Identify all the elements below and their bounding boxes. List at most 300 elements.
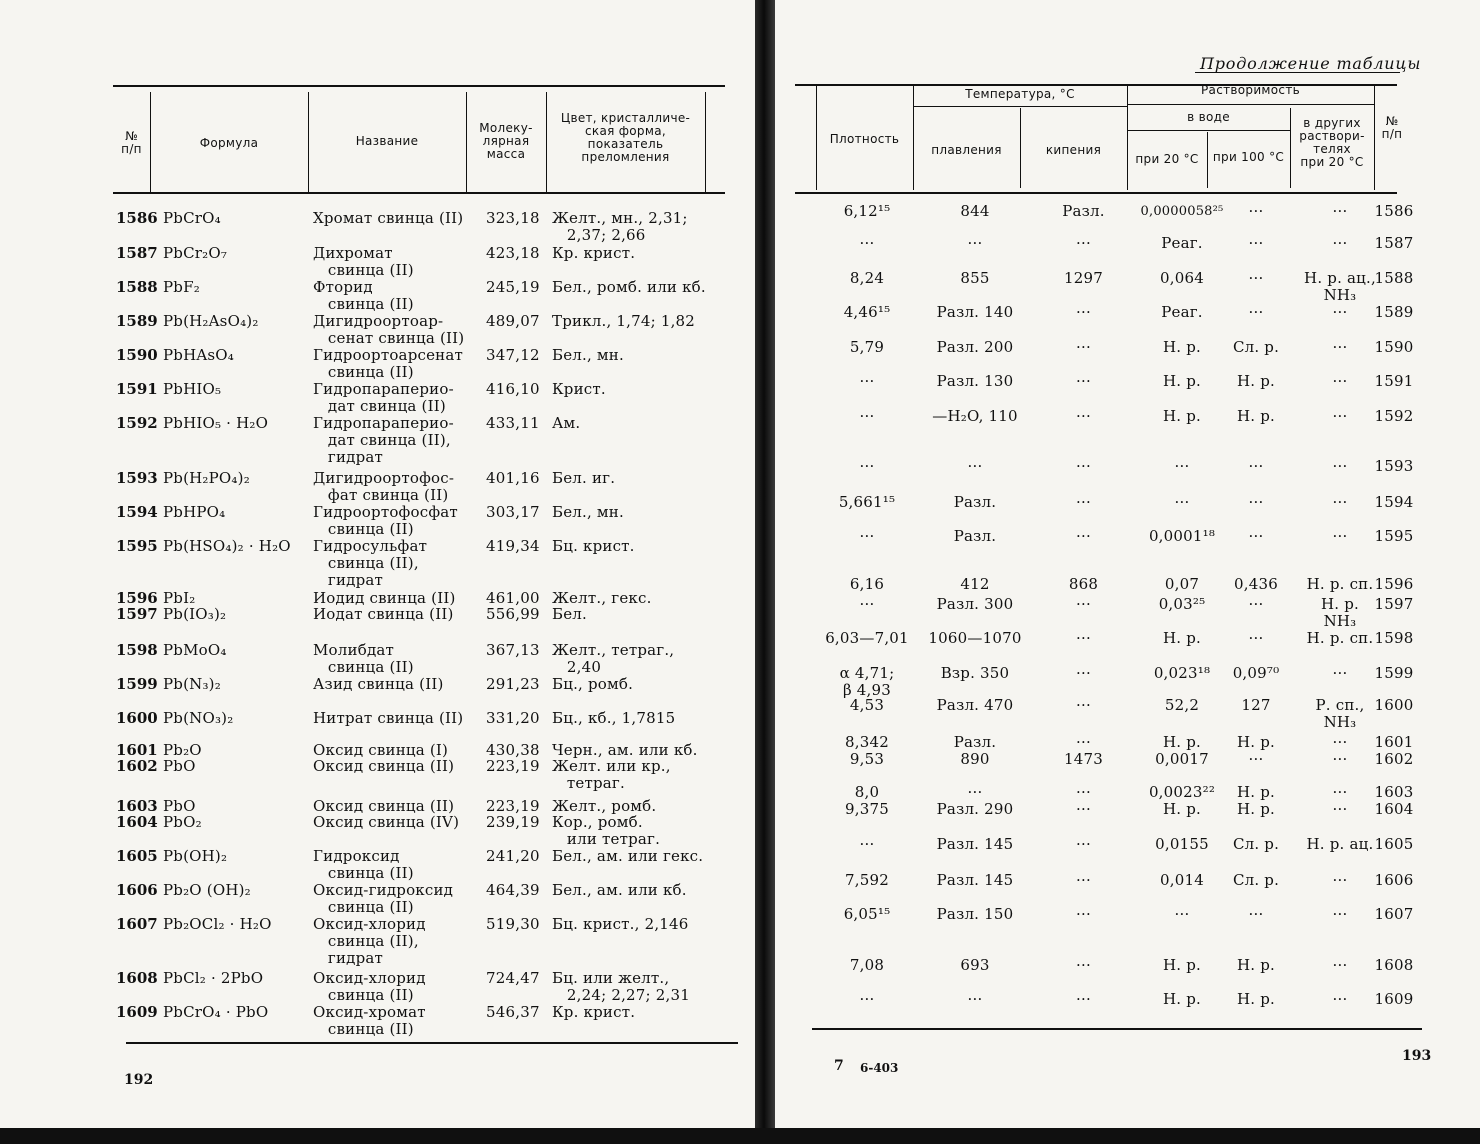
right-row-melting: ···: [967, 783, 983, 801]
right-row-number: 1596: [1374, 575, 1414, 593]
left-row-color: Бел., ам. или кб.: [552, 881, 687, 899]
left-row-number: 1607: [116, 915, 158, 933]
right-row-number: 1601: [1374, 733, 1414, 751]
right-row-melting: Разл.: [953, 733, 997, 751]
right-header-number: № п/п: [1381, 114, 1403, 141]
right-row-other-solvents: Н. р. сп.: [1306, 629, 1374, 647]
left-row-number: 1586: [116, 209, 158, 227]
left-row-name: Оксид свинца (II): [313, 757, 455, 775]
right-row-other-solvents: ···: [1332, 905, 1348, 923]
left-row-formula: Pb(NO₃)₂: [163, 709, 234, 727]
right-row-water-100: Сл. р.: [1232, 871, 1280, 889]
left-header-name: Название: [355, 134, 419, 148]
left-row-mass: 546,37: [486, 1003, 540, 1021]
right-row-other-solvents: ···: [1332, 871, 1348, 889]
right-row-other-solvents: ···: [1332, 733, 1348, 751]
right-row-number: 1603: [1374, 783, 1414, 801]
left-row-number: 1589: [116, 312, 158, 330]
left-row-name: Оксид-хлорид свинца (II), гидрат: [313, 915, 426, 967]
right-row-melting: Разл. 150: [936, 905, 1014, 923]
left-row-color: Кор., ромб. или тетраг.: [552, 813, 661, 848]
left-row-number: 1592: [116, 414, 158, 432]
right-row-boiling: ···: [1076, 629, 1091, 647]
right-row-other-solvents: Н. р. NH₃: [1321, 595, 1359, 630]
right-row-water-100: Н. р.: [1237, 733, 1275, 751]
left-row-mass: 423,18: [486, 244, 540, 262]
right-row-water-20: Реаг.: [1161, 234, 1203, 252]
left-row-name: Молибдат свинца (II): [313, 641, 414, 676]
right-row-number: 1602: [1374, 750, 1414, 768]
left-row-formula: Pb(N₃)₂: [163, 675, 221, 693]
right-row-density: ···: [859, 990, 875, 1008]
left-row-name: Гидропараперио- дат свинца (II), гидрат: [313, 414, 454, 466]
right-row-density: 8,342: [845, 733, 889, 751]
left-row-number: 1599: [116, 675, 158, 693]
right-row-density: ···: [859, 595, 875, 613]
left-table-header-rule: [113, 192, 725, 194]
right-row-water-20: Реаг.: [1161, 303, 1203, 321]
left-row-formula: Pb(OH)₂: [163, 847, 228, 865]
left-row-name: Гидроортоарсенат свинца (II): [313, 346, 464, 381]
left-row-mass: 430,38: [486, 741, 540, 759]
left-row-number: 1601: [116, 741, 158, 759]
left-row-mass: 223,19: [486, 797, 540, 815]
left-row-name: Гидроортофосфат свинца (II): [313, 503, 458, 538]
right-row-melting: Взр. 350: [940, 664, 1010, 682]
right-row-water-20: 0,0155: [1155, 835, 1209, 853]
left-row-color: Бел., мн.: [552, 503, 624, 521]
left-row-mass: 241,20: [486, 847, 540, 865]
right-row-other-solvents: ···: [1332, 234, 1348, 252]
left-row-number: 1587: [116, 244, 158, 262]
left-table-top-rule: [113, 85, 725, 87]
right-row-water-100: Н. р.: [1237, 990, 1275, 1008]
right-row-boiling: ···: [1076, 338, 1091, 356]
right-row-number: 1606: [1374, 871, 1414, 889]
right-row-boiling: 1297: [1064, 269, 1103, 287]
left-row-formula: PbHAsO₄: [163, 346, 235, 364]
right-row-other-solvents: ···: [1332, 493, 1348, 511]
right-row-melting: 890: [960, 750, 990, 768]
left-row-mass: 724,47: [486, 969, 540, 987]
left-row-mass: 291,23: [486, 675, 540, 693]
right-row-melting: Разл. 200: [936, 338, 1014, 356]
right-row-other-solvents: Н. р. ац., NH₃: [1304, 269, 1376, 304]
right-row-melting: Разл. 140: [936, 303, 1014, 321]
right-row-melting: —H₂O, 110: [932, 407, 1018, 425]
left-row-mass: 323,18: [486, 209, 540, 227]
left-header-formula: Формула: [199, 136, 259, 150]
left-row-number: 1591: [116, 380, 158, 398]
right-row-water-100: Сл. р.: [1232, 338, 1280, 356]
right-header-other-solvents: в других раствори- телях при 20 °С: [1299, 116, 1365, 169]
left-row-name: Иодид свинца (II): [313, 589, 456, 607]
left-row-color: Желт., тетраг., 2,40: [552, 641, 675, 676]
left-row-color: Трикл., 1,74; 1,82: [552, 312, 696, 330]
left-row-number: 1593: [116, 469, 158, 487]
right-row-density: ···: [859, 835, 875, 853]
left-row-formula: PbF₂: [163, 278, 200, 296]
left-row-formula: PbCr₂O₇: [163, 244, 228, 262]
left-row-mass: 303,17: [486, 503, 540, 521]
right-row-other-solvents: ···: [1332, 372, 1348, 390]
left-row-number: 1603: [116, 797, 158, 815]
right-row-boiling: ···: [1076, 303, 1091, 321]
right-row-water-20: Н. р.: [1163, 372, 1201, 390]
right-row-other-solvents: ···: [1332, 750, 1348, 768]
right-row-melting: Разл. 145: [936, 835, 1014, 853]
right-row-other-solvents: Н. р. ац.: [1306, 835, 1374, 853]
left-row-number: 1600: [116, 709, 158, 727]
left-row-mass: 245,19: [486, 278, 540, 296]
right-row-melting: ···: [967, 234, 983, 252]
continuation-underline: [1195, 72, 1400, 73]
left-header-color: Цвет, кристалличе- ская форма, показатель преломления: [560, 111, 691, 164]
right-row-boiling: ···: [1076, 733, 1091, 751]
right-row-number: 1597: [1374, 595, 1414, 613]
right-row-other-solvents: ···: [1332, 407, 1348, 425]
left-row-color: Бц., ромб.: [552, 675, 634, 693]
right-row-water-20: 0,064: [1160, 269, 1204, 287]
right-row-other-solvents: ···: [1332, 202, 1348, 220]
right-row-density: 8,24: [849, 269, 885, 287]
left-row-mass: 519,30: [486, 915, 540, 933]
left-row-number: 1602: [116, 757, 158, 775]
right-row-other-solvents: ···: [1332, 527, 1348, 545]
right-row-density: 4,46¹⁵: [843, 303, 891, 321]
right-row-water-100: ···: [1248, 493, 1264, 511]
left-row-name: Дигидроортоар- сенат свинца (II): [313, 312, 465, 347]
right-row-density: ···: [859, 457, 875, 475]
right-row-number: 1586: [1374, 202, 1414, 220]
left-row-color: Крист.: [552, 380, 606, 398]
left-row-formula: PbMoO₄: [163, 641, 227, 659]
right-row-melting: Разл. 145: [936, 871, 1014, 889]
right-row-water-100: Н. р.: [1237, 372, 1275, 390]
right-row-water-100: 0,436: [1234, 575, 1278, 593]
right-row-number: 1591: [1374, 372, 1414, 390]
right-row-density: 6,12¹⁵: [843, 202, 891, 220]
right-row-melting: ···: [967, 990, 983, 1008]
right-row-melting: 412: [960, 575, 990, 593]
left-row-formula: Pb(HSO₄)₂ · H₂O: [163, 537, 291, 555]
left-col-divider: [705, 92, 706, 192]
right-row-melting: Разл.: [953, 527, 997, 545]
right-row-other-solvents: ···: [1332, 990, 1348, 1008]
right-row-number: 1604: [1374, 800, 1414, 818]
right-row-other-solvents: ···: [1332, 303, 1348, 321]
right-row-water-20: 0,0023²²: [1148, 783, 1216, 801]
right-row-boiling: Разл.: [1062, 202, 1105, 220]
left-row-name: Хромат свинца (II): [313, 209, 464, 227]
right-row-other-solvents: ···: [1332, 956, 1348, 974]
left-row-formula: PbHPO₄: [163, 503, 226, 521]
right-row-water-100: ···: [1248, 303, 1264, 321]
left-row-formula: PbCrO₄: [163, 209, 221, 227]
right-row-other-solvents: Р. сп., NH₃: [1315, 696, 1365, 731]
left-row-formula: PbCrO₄ · PbO: [163, 1003, 269, 1021]
right-row-melting: 855: [960, 269, 990, 287]
right-row-water-100: Н. р.: [1237, 407, 1275, 425]
right-row-number: 1599: [1374, 664, 1414, 682]
left-row-mass: 401,16: [486, 469, 540, 487]
right-row-boiling: ···: [1076, 871, 1091, 889]
left-row-name: Гидропараперио- дат свинца (II): [313, 380, 454, 415]
left-row-formula: Pb(IO₃)₂: [163, 605, 227, 623]
left-row-formula: PbO: [163, 757, 196, 775]
right-row-melting: 1060—1070: [928, 629, 1022, 647]
right-row-water-100: Н. р.: [1237, 956, 1275, 974]
left-row-color: Кр. крист.: [552, 244, 636, 262]
left-row-color: Желт., ромб.: [552, 797, 657, 815]
left-row-color: Бел., ромб. или кб.: [552, 278, 706, 296]
left-row-number: 1597: [116, 605, 158, 623]
bottom-shadow: [0, 1128, 1480, 1144]
left-row-color: Бц. крист.: [552, 537, 635, 555]
right-row-other-solvents: ···: [1332, 800, 1348, 818]
left-row-mass: 556,99: [486, 605, 540, 623]
left-row-formula: PbHIO₅ · H₂O: [163, 414, 269, 432]
right-subheader-rule: [1127, 104, 1374, 105]
right-row-density: α 4,71; β 4,93: [839, 664, 895, 699]
book-gutter: [755, 0, 775, 1144]
right-row-water-20: Н. р.: [1163, 800, 1201, 818]
right-row-density: 7,592: [845, 871, 889, 889]
right-row-boiling: ···: [1076, 990, 1091, 1008]
right-row-water-100: ···: [1248, 905, 1264, 923]
right-row-water-100: ···: [1248, 457, 1264, 475]
left-row-mass: 331,20: [486, 709, 540, 727]
left-row-mass: 419,34: [486, 537, 540, 555]
left-row-name: Нитрат свинца (II): [313, 709, 464, 727]
right-row-water-100: 0,09⁷⁰: [1232, 664, 1280, 682]
right-row-melting: 844: [960, 202, 990, 220]
right-row-boiling: ···: [1076, 696, 1091, 714]
right-row-density: 6,03—7,01: [825, 629, 909, 647]
right-row-boiling: ···: [1076, 527, 1091, 545]
right-header-density: Плотность: [829, 132, 900, 146]
left-row-color: Ам.: [552, 414, 581, 432]
right-row-number: 1587: [1374, 234, 1414, 252]
left-row-color: Желт., мн., 2,31; 2,37; 2,66: [552, 209, 688, 244]
left-page-number: 192: [124, 1072, 154, 1088]
left-row-mass: 489,07: [486, 312, 540, 330]
right-row-water-20: 0,023¹⁸: [1153, 664, 1211, 682]
right-row-water-100: ···: [1248, 629, 1264, 647]
right-row-water-20: Н. р.: [1163, 990, 1201, 1008]
right-row-water-100: 127: [1241, 696, 1271, 714]
right-header-at-100: при 100 °С: [1212, 150, 1285, 164]
footer-signature-code: 6-403: [860, 1061, 899, 1075]
right-row-melting: 693: [960, 956, 990, 974]
right-row-water-20: ···: [1174, 493, 1190, 511]
left-row-number: 1588: [116, 278, 158, 296]
left-row-mass: 433,11: [486, 414, 540, 432]
right-row-density: ···: [859, 372, 875, 390]
right-table-header-rule: [795, 192, 1397, 194]
left-row-number: 1606: [116, 881, 158, 899]
left-row-name: Оксид-хромат свинца (II): [313, 1003, 426, 1038]
left-header-number: № п/п: [121, 129, 142, 156]
left-row-color: Бц., кб., 1,7815: [552, 709, 676, 727]
left-row-formula: PbCl₂ · 2PbO: [163, 969, 264, 987]
left-row-name: Оксид-хлорид свинца (II): [313, 969, 426, 1004]
left-row-color: Бц. крист., 2,146: [552, 915, 689, 933]
right-col-divider: [913, 86, 914, 190]
right-row-boiling: ···: [1076, 372, 1091, 390]
left-row-color: Черн., ам. или кб.: [552, 741, 698, 759]
right-row-density: 7,08: [849, 956, 885, 974]
right-header-melting: плавления: [931, 143, 1002, 157]
right-row-boiling: 1473: [1064, 750, 1103, 768]
left-row-formula: Pb(H₂PO₄)₂: [163, 469, 250, 487]
right-row-water-20: 0,0001¹⁸: [1148, 527, 1216, 545]
right-row-water-20: 0,0000058²⁵: [1140, 204, 1224, 219]
right-row-number: 1589: [1374, 303, 1414, 321]
left-row-color: Желт. или кр., тетраг.: [552, 757, 671, 792]
right-row-number: 1609: [1374, 990, 1414, 1008]
right-row-boiling: ···: [1076, 493, 1091, 511]
right-row-boiling: ···: [1076, 956, 1091, 974]
right-row-water-100: Н. р.: [1237, 800, 1275, 818]
right-row-boiling: ···: [1076, 234, 1091, 252]
left-row-number: 1595: [116, 537, 158, 555]
right-row-other-solvents: ···: [1332, 338, 1348, 356]
right-row-water-20: ···: [1174, 905, 1190, 923]
left-row-number: 1604: [116, 813, 158, 831]
left-row-formula: Pb₂OCl₂ · H₂O: [163, 915, 272, 933]
right-header-in-water: в воде: [1187, 110, 1230, 124]
right-row-melting: Разл. 470: [936, 696, 1014, 714]
left-row-name: Фторид свинца (II): [313, 278, 414, 313]
right-row-number: 1605: [1374, 835, 1414, 853]
right-row-density: ···: [859, 234, 875, 252]
left-row-name: Иодат свинца (II): [313, 605, 454, 623]
right-row-density: 5,79: [849, 338, 885, 356]
right-row-water-20: Н. р.: [1163, 629, 1201, 647]
right-col-divider: [1127, 86, 1128, 190]
right-row-water-100: ···: [1248, 595, 1264, 613]
right-row-number: 1595: [1374, 527, 1414, 545]
left-row-color: Желт., гекс.: [552, 589, 652, 607]
left-row-number: 1605: [116, 847, 158, 865]
right-row-other-solvents: ···: [1332, 664, 1348, 682]
right-row-water-20: 0,014: [1160, 871, 1204, 889]
right-row-water-100: Сл. р.: [1232, 835, 1280, 853]
left-row-formula: PbI₂: [163, 589, 196, 607]
left-row-formula: Pb(H₂AsO₄)₂: [163, 312, 259, 330]
right-row-melting: ···: [967, 457, 983, 475]
right-row-density: 5,661¹⁵: [838, 493, 896, 511]
right-row-water-100: ···: [1248, 750, 1264, 768]
right-row-water-100: ···: [1248, 527, 1264, 545]
right-row-number: 1594: [1374, 493, 1414, 511]
right-row-number: 1607: [1374, 905, 1414, 923]
left-row-mass: 367,13: [486, 641, 540, 659]
right-subheader-rule: [1127, 130, 1290, 131]
right-row-water-100: ···: [1248, 202, 1264, 220]
right-subheader-rule: [913, 106, 1127, 107]
right-row-number: 1593: [1374, 457, 1414, 475]
right-row-water-20: 0,07: [1164, 575, 1200, 593]
right-row-density: ···: [859, 527, 875, 545]
right-row-water-20: ···: [1174, 457, 1190, 475]
right-row-number: 1608: [1374, 956, 1414, 974]
right-row-boiling: ···: [1076, 905, 1091, 923]
right-row-water-20: 52,2: [1164, 696, 1200, 714]
right-page-number: 193: [1402, 1048, 1432, 1064]
right-row-number: 1592: [1374, 407, 1414, 425]
left-row-mass: 461,00: [486, 589, 540, 607]
right-row-number: 1600: [1374, 696, 1414, 714]
right-header-at-20: при 20 °С: [1135, 152, 1199, 166]
right-row-water-20: 0,03²⁵: [1158, 595, 1206, 613]
right-row-boiling: ···: [1076, 457, 1091, 475]
right-row-boiling: ···: [1076, 783, 1091, 801]
right-row-density: 9,53: [849, 750, 885, 768]
left-row-color: Кр. крист.: [552, 1003, 636, 1021]
right-row-number: 1598: [1374, 629, 1414, 647]
left-row-color: Бц. или желт., 2,24; 2,27; 2,31: [552, 969, 690, 1004]
left-row-number: 1609: [116, 1003, 158, 1021]
left-row-color: Бел., ам. или гекс.: [552, 847, 704, 865]
right-row-boiling: ···: [1076, 800, 1091, 818]
right-row-boiling: ···: [1076, 407, 1091, 425]
right-row-other-solvents: ···: [1332, 783, 1348, 801]
right-row-other-solvents: Н. р. сп.: [1306, 575, 1374, 593]
right-row-water-20: Н. р.: [1163, 956, 1201, 974]
left-row-formula: PbO₂: [163, 813, 202, 831]
left-row-name: Дихромат свинца (II): [313, 244, 414, 279]
right-row-density: 6,16: [849, 575, 885, 593]
right-row-melting: Разл. 290: [936, 800, 1014, 818]
left-row-mass: 416,10: [486, 380, 540, 398]
left-row-name: Дигидроортофос- фат свинца (II): [313, 469, 455, 504]
right-row-boiling: 868: [1068, 575, 1099, 593]
left-row-number: 1608: [116, 969, 158, 987]
right-row-number: 1590: [1374, 338, 1414, 356]
left-row-mass: 223,19: [486, 757, 540, 775]
right-row-melting: Разл. 130: [936, 372, 1014, 390]
left-row-formula: Pb₂O: [163, 741, 202, 759]
right-row-water-20: 0,0017: [1155, 750, 1209, 768]
left-row-formula: PbO: [163, 797, 196, 815]
left-row-name: Оксид свинца (II): [313, 797, 455, 815]
right-row-boiling: ···: [1076, 835, 1091, 853]
right-row-density: 8,0: [854, 783, 880, 801]
right-row-water-20: Н. р.: [1163, 407, 1201, 425]
right-row-density: 4,53: [849, 696, 885, 714]
left-row-mass: 464,39: [486, 881, 540, 899]
right-row-density: 9,375: [845, 800, 889, 818]
right-header-temperature: Температура, °С: [965, 87, 1075, 101]
left-table-bottom-rule: [126, 1042, 738, 1044]
left-row-name: Гидросульфат свинца (II), гидрат: [313, 537, 428, 589]
right-row-water-100: Н. р.: [1237, 783, 1275, 801]
left-row-mass: 239,19: [486, 813, 540, 831]
left-row-name: Азид свинца (II): [313, 675, 444, 693]
left-row-number: 1590: [116, 346, 158, 364]
right-row-water-20: Н. р.: [1163, 733, 1201, 751]
right-table-bottom-rule: [812, 1028, 1422, 1030]
left-row-name: Оксид-гидроксид свинца (II): [313, 881, 454, 916]
left-row-color: Бел. иг.: [552, 469, 616, 487]
right-header-solubility: Растворимость: [1201, 83, 1300, 97]
left-row-name: Оксид свинца (I): [313, 741, 449, 759]
right-row-water-20: Н. р.: [1163, 338, 1201, 356]
continuation-title: Продолжение таблицы: [1200, 54, 1422, 73]
right-row-number: 1588: [1374, 269, 1414, 287]
